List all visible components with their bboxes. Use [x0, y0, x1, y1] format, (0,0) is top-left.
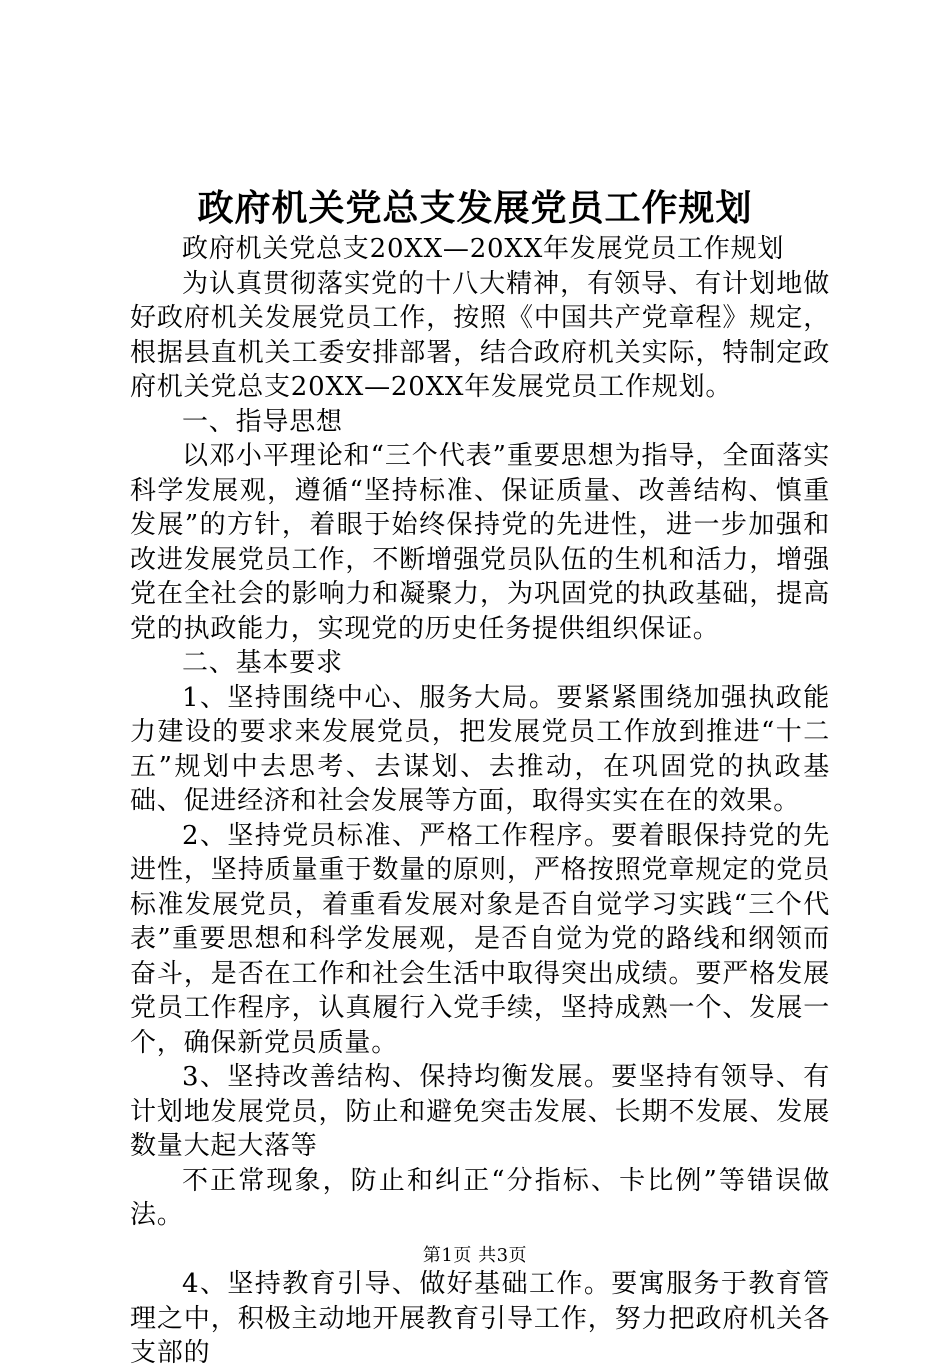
requirement-2-paragraph: 2、坚持党员标准、严格工作程序。要着眼保持党的先进性，坚持质量重于数量的原则，严格按照党章规定的党员标准发展党员，着重看发展对象是否自觉学习实践“三个代表”重要思想和科学发展观，是否自觉为党的路线和纲领而奋斗，是否在工作和社会生活中取得突出成绩。要严格发展党员工作程序，认真履行入党手续，坚持成熟一个、发展一个，确保新党员质量。: [130, 820, 830, 1058]
requirement-1-paragraph: 1、坚持围绕中心、服务大局。要紧紧围绕加强执政能力建设的要求来发展党员，把发展党员工作放到推进“十二五”规划中去思考、去谋划、去推动，在巩固党的执政基础、促进经济和社会发展等方面，取得实实在在的效果。: [130, 682, 830, 816]
subtitle-paragraph: 政府机关党总支20XX—20XX年发展党员工作规划: [182, 234, 785, 264]
intro-paragraph: 为认真贯彻落实党的十八大精神，有领导、有计划地做好政府机关发展党员工作，按照《中国共产党章程》规定，根据县直机关工委安排部署，结合政府机关实际，特制定政府机关党总支20XX—20XX年发展党员工作规划。: [130, 268, 830, 402]
document-title: 政府机关党总支发展党员工作规划: [197, 187, 753, 229]
page-number-footer: 第1页 共3页: [422, 1245, 528, 1266]
requirement-3-continued-paragraph: 不正常现象，防止和纠正“分指标、卡比例”等错误做法。: [130, 1165, 830, 1230]
requirement-4-paragraph: 4、坚持教育引导、做好基础工作。要寓服务于教育管理之中，积极主动地开展教育引导工作，努力把政府机关各支部的: [130, 1269, 830, 1368]
requirement-3-paragraph: 3、坚持改善结构、保持均衡发展。要坚持有领导、有计划地发展党员，防止和避免突击发展、长期不发展、发展数量大起大落等: [130, 1062, 830, 1161]
section-heading-basic-requirements: 二、基本要求: [182, 648, 343, 678]
section-heading-guiding-thought: 一、指导思想: [182, 406, 343, 437]
guiding-thought-paragraph: 以邓小平理论和“三个代表”重要思想为指导，全面落实科学发展观，遵循“坚持标准、保证质量、改善结构、慎重发展”的方针，着眼于始终保持党的先进性，进一步加强和改进发展党员工作，不断增强党员队伍的生机和活力，增强党在全社会的影响力和凝聚力，为巩固党的执政基础，提高党的执政能力，实现党的历史任务提供组织保证。: [130, 441, 830, 644]
document-body: [130, 232, 830, 1371]
